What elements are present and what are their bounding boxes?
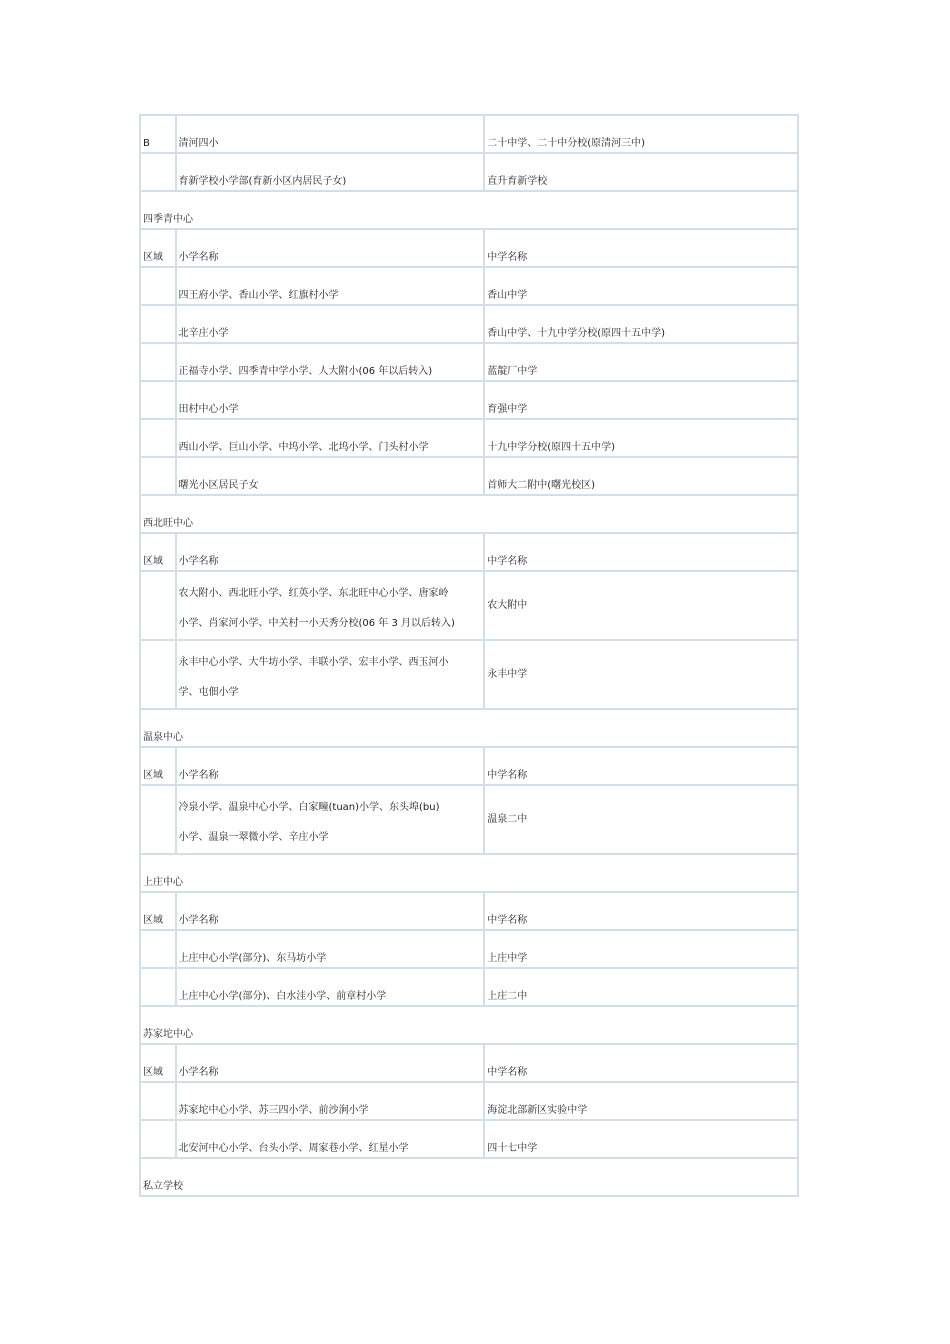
middle-school-header: 中学名称	[485, 893, 797, 929]
header-row	[141, 748, 797, 784]
primary-school-cell: 清河四小	[177, 116, 484, 152]
primary-school-cell: 育新学校小学部(育新小区内居民子女)	[177, 154, 484, 190]
area-cell	[141, 458, 175, 494]
middle-school-header: 中学名称	[485, 230, 797, 266]
middle-school-cell: 育强中学	[485, 382, 797, 418]
section-title: 西北旺中心	[141, 496, 797, 532]
primary-school-cell: 四王府小学、香山小学、红旗村小学	[177, 268, 484, 304]
table-row	[141, 420, 797, 456]
primary-school-line: 学、屯佃小学	[178, 687, 239, 698]
table-row	[141, 969, 797, 1005]
area-cell	[141, 420, 175, 456]
middle-school-cell: 直升育新学校	[485, 154, 797, 190]
middle-school-header: 中学名称	[485, 1045, 797, 1081]
table-row	[141, 344, 797, 380]
area-header: 区域	[141, 1045, 175, 1081]
primary-school-cell	[177, 786, 484, 853]
area-cell	[141, 154, 175, 190]
section-row	[141, 710, 797, 746]
middle-school-cell: 香山中学	[485, 268, 797, 304]
area-cell	[141, 382, 175, 418]
school-district-table	[139, 114, 799, 1197]
primary-school-line: 小学、温泉一翠微小学、辛庄小学	[178, 832, 329, 843]
middle-school-cell: 十九中学分校(原四十五中学)	[485, 420, 797, 456]
middle-school-cell: 永丰中学	[485, 641, 797, 708]
area-cell	[141, 931, 175, 967]
table-row	[141, 458, 797, 494]
header-row	[141, 230, 797, 266]
middle-school-cell: 农大附中	[485, 572, 797, 639]
header-row	[141, 893, 797, 929]
header-row	[141, 1045, 797, 1081]
table-row	[141, 306, 797, 342]
primary-school-cell: 上庄中心小学(部分)、白水洼小学、前章村小学	[177, 969, 484, 1005]
section-title: 四季青中心	[141, 192, 797, 228]
area-cell	[141, 344, 175, 380]
middle-school-header: 中学名称	[485, 534, 797, 570]
primary-school-cell: 北安河中心小学、台头小学、周家巷小学、红星小学	[177, 1121, 484, 1157]
middle-school-cell: 上庄中学	[485, 931, 797, 967]
area-cell	[141, 572, 175, 639]
middle-school-cell: 香山中学、十九中学分校(原四十五中学)	[485, 306, 797, 342]
middle-school-cell: 四十七中学	[485, 1121, 797, 1157]
table-row	[141, 931, 797, 967]
table-row	[141, 786, 797, 853]
primary-school-header: 小学名称	[177, 893, 484, 929]
middle-school-cell: 蓝靛厂中学	[485, 344, 797, 380]
primary-school-cell: 西山小学、巨山小学、中坞小学、北坞小学、门头村小学	[177, 420, 484, 456]
middle-school-cell: 海淀北部新区实验中学	[485, 1083, 797, 1119]
section-row	[141, 496, 797, 532]
primary-school-line: 冷泉小学、温泉中心小学、白家疃(tuan)小学、东头埠(bu)	[178, 802, 440, 813]
primary-school-header: 小学名称	[177, 748, 484, 784]
area-header: 区域	[141, 534, 175, 570]
primary-school-cell: 北辛庄小学	[177, 306, 484, 342]
area-cell	[141, 268, 175, 304]
area-cell	[141, 641, 175, 708]
primary-school-line: 永丰中心小学、大牛坊小学、丰联小学、宏丰小学、西玉河小	[178, 657, 449, 668]
section-title: 温泉中心	[141, 710, 797, 746]
table-row	[141, 641, 797, 708]
section-row	[141, 1159, 797, 1195]
section-row	[141, 1007, 797, 1043]
middle-school-header: 中学名称	[485, 748, 797, 784]
area-header: 区域	[141, 748, 175, 784]
table-row	[141, 116, 797, 152]
table-row	[141, 1121, 797, 1157]
primary-school-header: 小学名称	[177, 1045, 484, 1081]
primary-school-header: 小学名称	[177, 230, 484, 266]
middle-school-cell: 上庄二中	[485, 969, 797, 1005]
section-title: 上庄中心	[141, 855, 797, 891]
primary-school-cell	[177, 641, 484, 708]
area-cell	[141, 306, 175, 342]
area-cell	[141, 1083, 175, 1119]
area-cell	[141, 969, 175, 1005]
primary-school-line: 小学、肖家河小学、中关村一小天秀分校(06 年 3 月以后转入)	[178, 618, 455, 629]
area-header: 区域	[141, 893, 175, 929]
primary-school-cell: 曙光小区居民子女	[177, 458, 484, 494]
middle-school-cell: 首师大二附中(曙光校区)	[485, 458, 797, 494]
header-row	[141, 534, 797, 570]
area-cell	[141, 786, 175, 853]
table-row	[141, 572, 797, 639]
primary-school-cell: 苏家坨中心小学、苏三四小学、前沙涧小学	[177, 1083, 484, 1119]
middle-school-cell: 二十中学、二十中分校(原清河三中)	[485, 116, 797, 152]
middle-school-cell: 温泉二中	[485, 786, 797, 853]
table-row	[141, 382, 797, 418]
primary-school-line: 农大附小、西北旺小学、红英小学、东北旺中心小学、唐家岭	[178, 588, 449, 599]
section-row	[141, 192, 797, 228]
primary-school-cell: 正福寺小学、四季青中学小学、人大附小(06 年以后转入)	[177, 344, 484, 380]
table-row	[141, 268, 797, 304]
table-row	[141, 1083, 797, 1119]
section-title: 苏家坨中心	[141, 1007, 797, 1043]
section-row	[141, 855, 797, 891]
primary-school-header: 小学名称	[177, 534, 484, 570]
area-cell	[141, 1121, 175, 1157]
area-header: 区域	[141, 230, 175, 266]
primary-school-cell: 田村中心小学	[177, 382, 484, 418]
area-cell: B	[141, 116, 175, 152]
primary-school-cell	[177, 572, 484, 639]
table-row	[141, 154, 797, 190]
primary-school-cell: 上庄中心小学(部分)、东马坊小学	[177, 931, 484, 967]
section-title: 私立学校	[141, 1159, 797, 1195]
